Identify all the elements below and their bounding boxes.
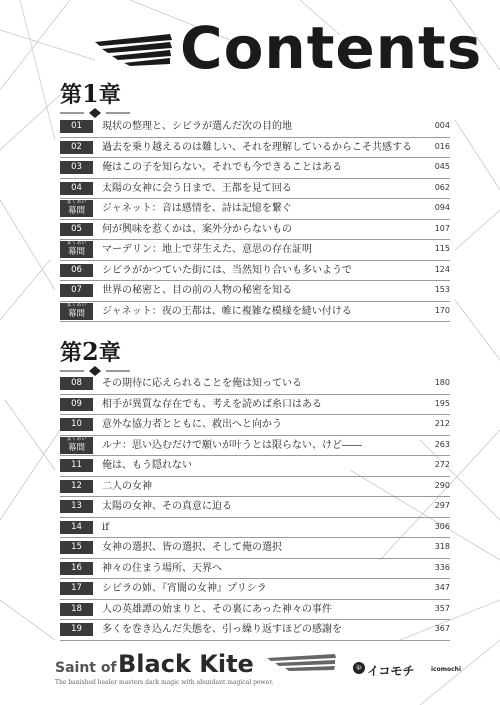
interlude-badge-label: 幕間 <box>67 206 85 216</box>
toc-entry-page: 263 <box>434 439 450 449</box>
toc-entry[interactable] <box>60 158 450 179</box>
interlude-badge <box>60 437 93 454</box>
chapter-number-badge: 03 <box>60 161 93 174</box>
toc-entry-page: 094 <box>434 203 450 212</box>
toc-entry-page: 357 <box>434 603 450 613</box>
chapter-1-prefix: 第 <box>60 82 83 108</box>
toc-entry-title: ジャネット：音は感情を、詩は記憶を繋ぐ <box>102 203 292 214</box>
chapter-number-badge: 16 <box>60 562 93 575</box>
toc-entry-title: 俺はこの子を知らない。それでも今できることはある <box>102 162 342 173</box>
chapter-2-suffix: 章 <box>98 340 121 366</box>
toc-entry-page: 272 <box>434 460 450 469</box>
toc-entry-title: 相手が異質な存在でも、考えを読めば糸口はある <box>102 398 322 410</box>
toc-entry-title: ルナ：思い込むだけで願いが叶うとは限らない、けど―― <box>102 439 362 451</box>
toc-entry-page: 306 <box>434 521 450 531</box>
chapter-number-badge: 01 <box>60 120 93 133</box>
toc-entry-page: 347 <box>434 583 450 592</box>
interlude-badge-reading: まくあい <box>66 435 87 442</box>
toc-entry-page: 290 <box>434 480 450 490</box>
page-title: Contents <box>180 14 483 82</box>
toc-entry-page: 318 <box>434 542 450 551</box>
interlude-badge-label: 幕間 <box>67 442 85 453</box>
toc-entry[interactable] <box>60 518 450 539</box>
chapter-number-badge: 08 <box>60 377 93 390</box>
toc-entry-title: シビラの姉、『宵闇の女神』プリシラ <box>102 583 267 594</box>
toc-entry-title: マーデリン：地上で芽生えた、意思の存在証明 <box>102 244 312 255</box>
toc-entry-title: 世界の秘密と、目の前の人物の秘密を知る <box>102 285 292 296</box>
interlude-badge-label: 幕間 <box>67 247 85 257</box>
toc-entry-page: 016 <box>434 141 450 151</box>
interlude-badge-label: 幕間 <box>67 308 85 319</box>
toc-entry-title: if <box>102 521 109 533</box>
toc-entry-page: 062 <box>434 182 450 192</box>
chapter-number-badge: 04 <box>60 182 93 195</box>
toc-entry-page: 336 <box>434 562 450 572</box>
interlude-badge <box>60 303 93 320</box>
footer <box>55 650 485 695</box>
toc-entry[interactable] <box>60 497 450 518</box>
interlude-badge-reading: まくあい <box>66 199 87 205</box>
toc-entry-title: 俺は、もう隠れない <box>102 460 192 471</box>
toc-entry-title: 太陽の女神に会う日まで、王都を見て回る <box>102 182 292 194</box>
chapter-number-badge: 11 <box>60 459 93 472</box>
toc-entry-page: 153 <box>434 285 450 294</box>
chapter-number-badge: 07 <box>60 284 93 297</box>
interlude-badge <box>60 200 93 217</box>
toc-entry[interactable] <box>60 179 450 200</box>
toc-entry[interactable] <box>60 456 450 477</box>
toc-entry[interactable] <box>60 415 450 436</box>
chapter-1-heading <box>60 78 260 109</box>
chapter-2-heading <box>60 336 260 367</box>
toc-entry[interactable] <box>60 220 450 241</box>
toc-entry-title: シビラがかつていた街には、当然知り合いも多いようで <box>102 264 352 276</box>
chapter-1-title <box>60 78 260 109</box>
toc-entry-page: 124 <box>434 264 450 274</box>
toc-entry-page: 170 <box>434 305 450 315</box>
toc-entry[interactable] <box>60 261 450 282</box>
series-logo-black-kite: Black Kite <box>118 650 254 678</box>
series-tagline: The banished healer masters dark magic with abundant magical power. <box>55 679 274 686</box>
toc-entry[interactable] <box>60 117 450 138</box>
chapter-number-badge: 15 <box>60 541 93 554</box>
chapter-1-number: 1 <box>82 79 99 108</box>
chapter-number-badge: 14 <box>60 521 93 534</box>
toc-entry-title: 神々の住まう場所、天界へ <box>102 562 222 574</box>
toc-entry-title: その期待に応えられることを俺は知っている <box>102 378 302 389</box>
chapter-2-toc <box>60 374 450 641</box>
toc-entry-title: 多くを巻き込んだ失態を、引っ繰り返すほどの感謝を <box>102 624 342 635</box>
chapter-number-badge: 06 <box>60 264 93 277</box>
interlude-badge-reading: まくあい <box>66 240 87 246</box>
toc-entry[interactable] <box>60 579 450 600</box>
toc-entry[interactable] <box>60 374 450 395</box>
series-logo-saint: Saint of <box>55 660 117 676</box>
chapter-1-toc <box>60 117 450 322</box>
toc-entry[interactable] <box>60 436 450 457</box>
toc-entry-page: 212 <box>434 419 450 428</box>
toc-entry[interactable] <box>60 395 450 416</box>
toc-entry-page: 107 <box>434 223 450 233</box>
toc-entry[interactable] <box>60 477 450 498</box>
publisher-name-en: icomochi <box>431 666 461 673</box>
interlude-badge-reading: まくあい <box>66 301 87 308</box>
toc-entry-title: 過去を乗り越えるのは難しい、それを理解しているからこそ共感する <box>102 141 412 153</box>
toc-entry-page: 004 <box>434 121 450 130</box>
toc-entry-page: 180 <box>434 378 450 387</box>
toc-entry[interactable] <box>60 240 450 261</box>
toc-entry[interactable] <box>60 620 450 641</box>
toc-entry[interactable] <box>60 538 450 559</box>
wing-icon <box>90 34 175 74</box>
toc-entry[interactable] <box>60 138 450 159</box>
toc-entry-title: 太陽の女神、その真意に迫る <box>102 501 232 512</box>
toc-entry-page: 115 <box>434 244 450 253</box>
chapter-number-badge: 19 <box>60 623 93 636</box>
chapter-2-number: 2 <box>82 337 99 366</box>
toc-entry[interactable] <box>60 559 450 580</box>
chapter-2-title <box>60 336 260 367</box>
chapter-number-badge: 12 <box>60 480 93 493</box>
toc-entry-page: 045 <box>434 162 450 171</box>
toc-entry-title: 現状の整理と、シビラが選んだ次の目的地 <box>102 121 292 132</box>
toc-entry-title: 人の英雄譚の始まりと、その裏にあった神々の事件 <box>102 603 332 615</box>
wing-icon <box>267 654 337 676</box>
toc-entry[interactable] <box>60 302 450 323</box>
publisher-icon: ip <box>353 662 365 674</box>
publisher-name: イコモチ <box>367 664 415 678</box>
chapter-number-badge: 17 <box>60 582 93 595</box>
chapter-number-badge: 09 <box>60 398 93 411</box>
chapter-number-badge: 18 <box>60 603 93 616</box>
chapter-number-badge: 10 <box>60 418 93 431</box>
chapter-1-suffix: 章 <box>98 82 121 108</box>
toc-entry[interactable] <box>60 600 450 621</box>
toc-entry-title: 意外な協力者とともに、救出へと向かう <box>102 419 282 430</box>
interlude-badge <box>60 241 93 258</box>
toc-entry[interactable] <box>60 281 450 302</box>
chapter-2-prefix: 第 <box>60 340 83 366</box>
toc-entry-page: 297 <box>434 501 450 510</box>
chapter-number-badge: 05 <box>60 223 93 236</box>
toc-entry-title: 女神の選択、皆の選択、そして俺の選択 <box>102 542 282 553</box>
toc-entry-title: ジャネット：夜の王都は、帷に複雑な模様を縫い付ける <box>102 305 352 317</box>
chapter-number-badge: 13 <box>60 500 93 513</box>
toc-entry-page: 195 <box>434 398 450 408</box>
toc-entry-title: 何が興味を惹くかは、案外分からないもの <box>102 223 292 235</box>
chapter-number-badge: 02 <box>60 141 93 154</box>
toc-entry-page: 367 <box>434 624 450 633</box>
toc-entry-title: 二人の女神 <box>102 480 152 492</box>
toc-entry[interactable] <box>60 199 450 220</box>
